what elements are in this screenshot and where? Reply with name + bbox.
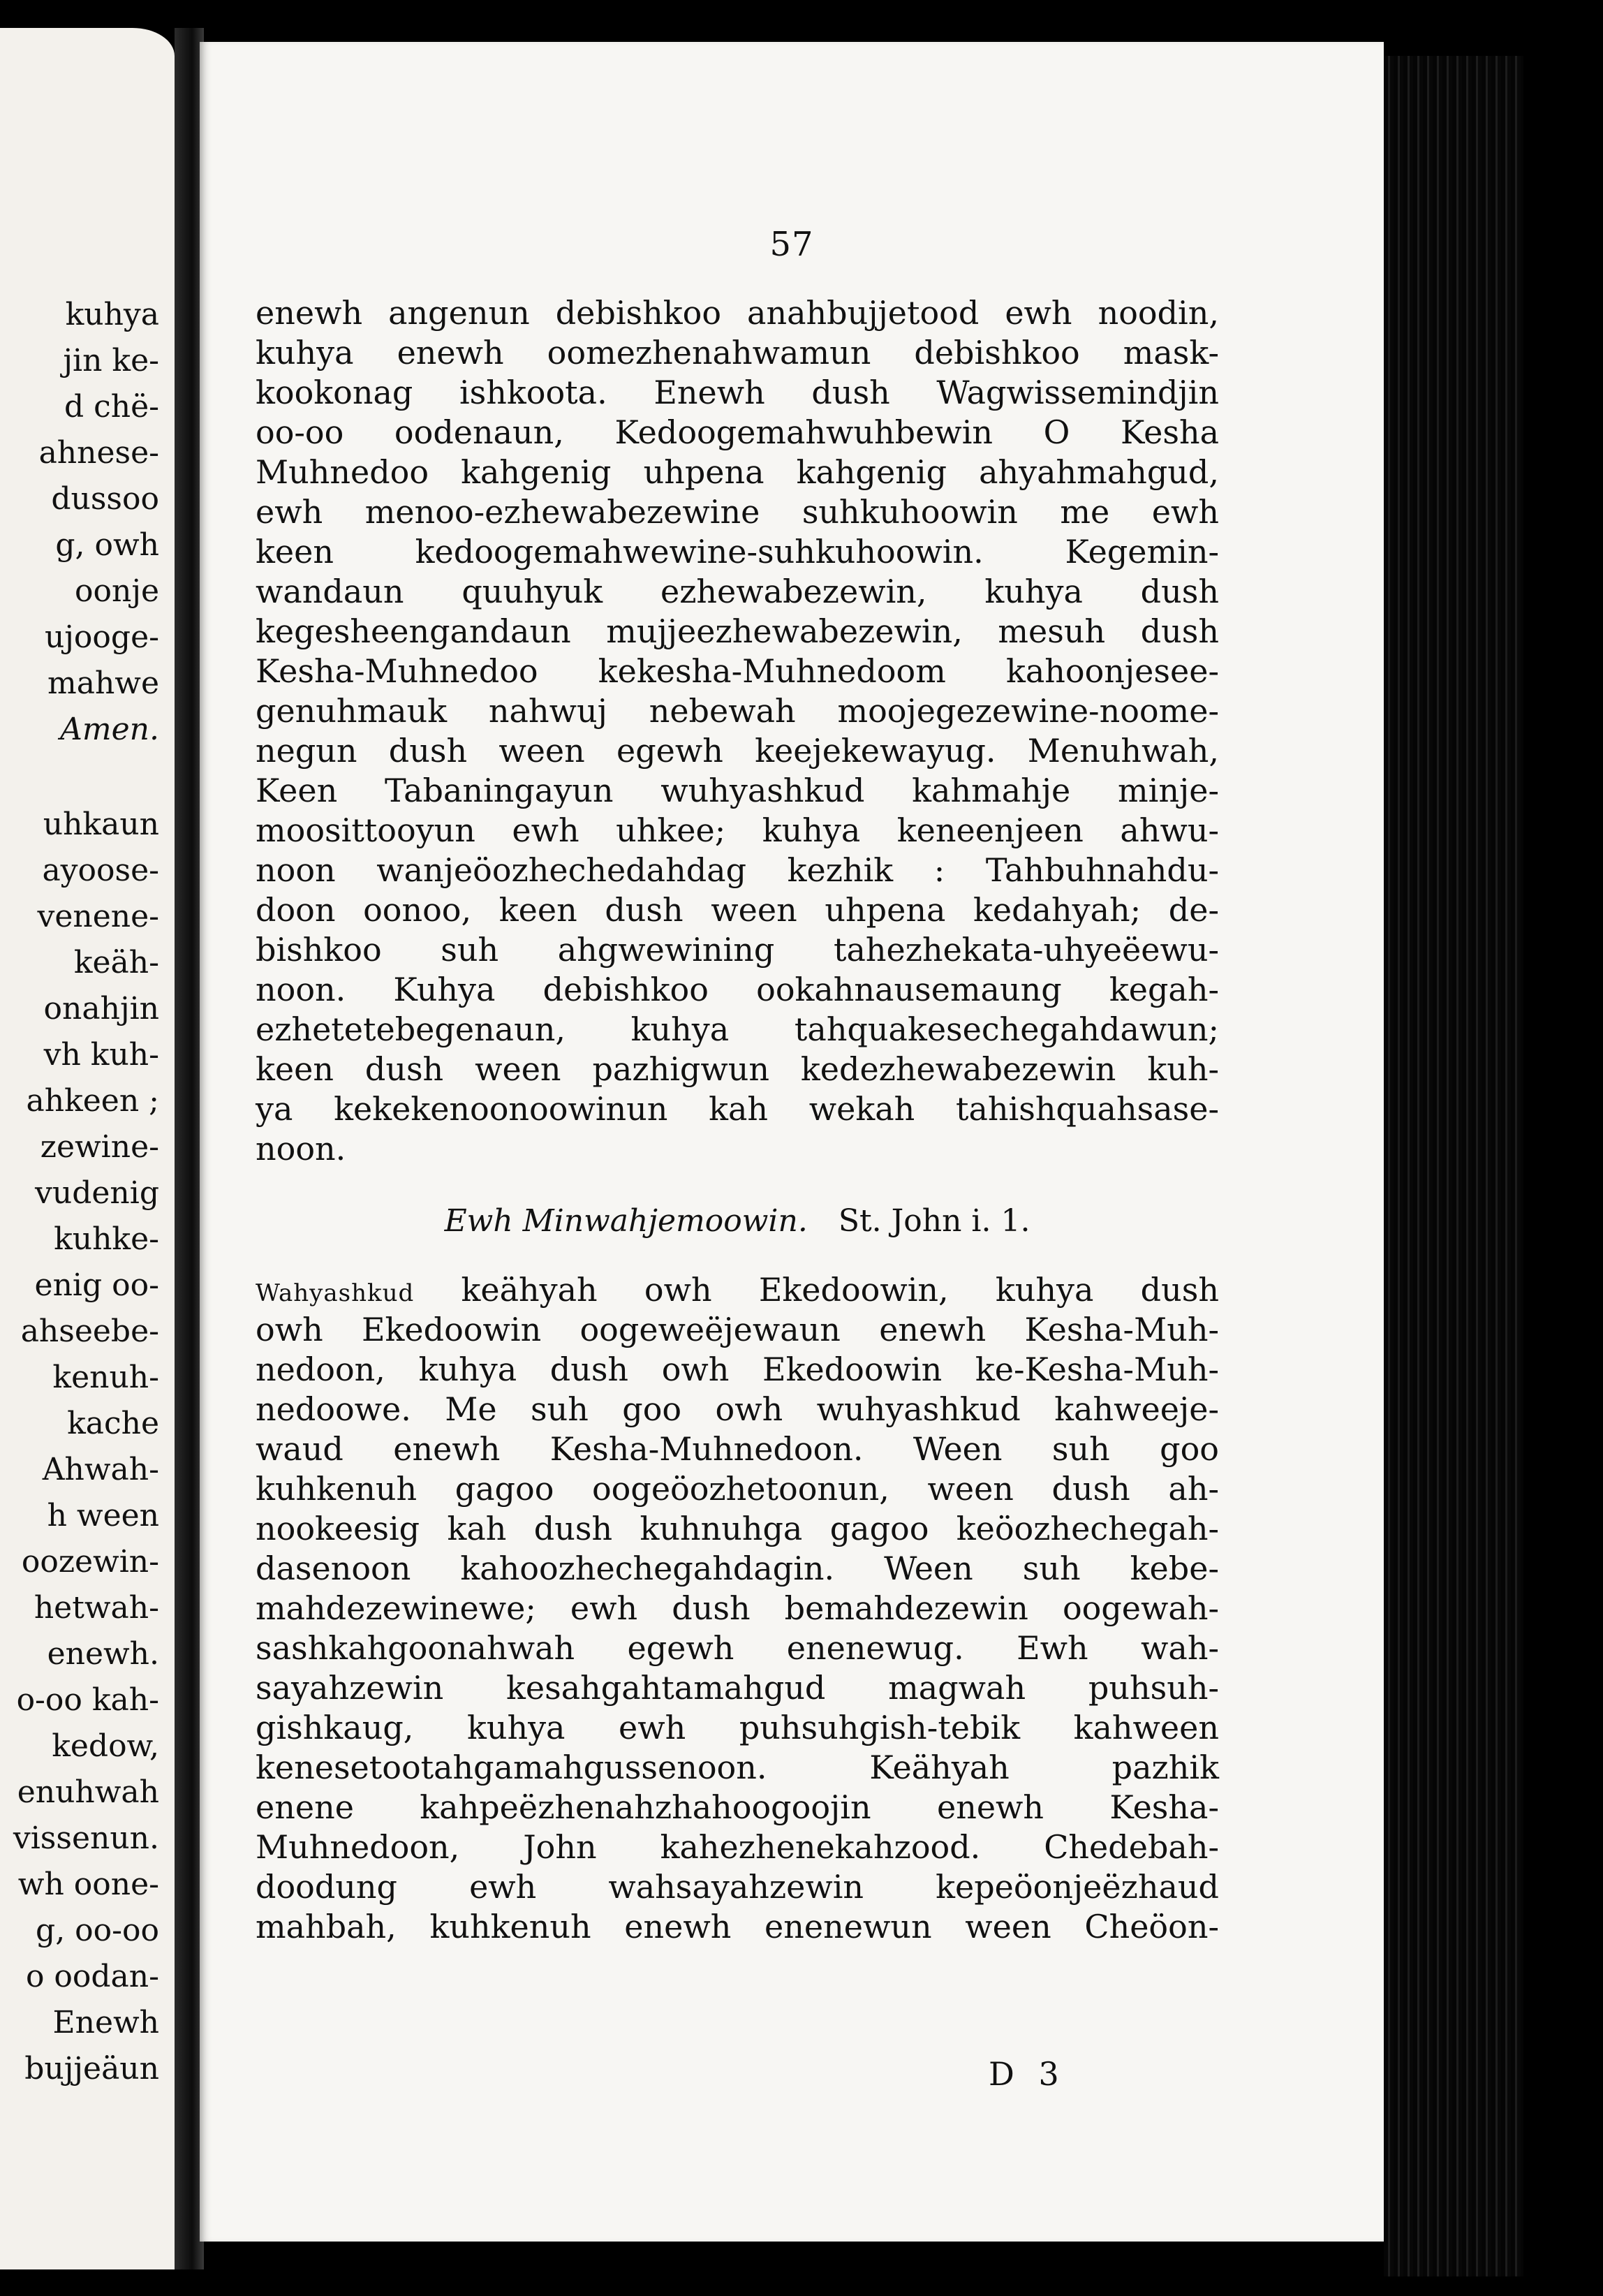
paragraph-line: waud enewh Kesha-Muhnedoon. Ween suh goo (256, 1430, 1219, 1468)
paragraph-2 (256, 1270, 1219, 1947)
section-heading (256, 1200, 1219, 1242)
previous-page-line: onahjin (43, 991, 159, 1026)
paragraph-line: mahdezewinewe; ewh dush bemahdezewin oogewah- (256, 1589, 1219, 1627)
signature-mark: D 3 (989, 2055, 1066, 2093)
paragraph-line: bishkoo suh ahgwewining tahezhekata-uhyeëewu- (256, 931, 1219, 969)
paragraph-line: moosittooyun ewh uhkee; kuhya keneenjeen ahwu- (256, 811, 1219, 849)
page-number: 57 (769, 225, 814, 264)
previous-page-line: g, oo-oo (36, 1913, 159, 1948)
book-page (200, 42, 1384, 2242)
paragraph-line: ewh menoo-ezhewabezewine suhkuhoowin me ewh (256, 493, 1219, 531)
paragraph-line: noon. Kuhya debishkoo ookahnausemaung kegah- (256, 971, 1219, 1008)
previous-page-line: Amen. (60, 712, 159, 747)
paragraph-line: kookonag ishkoota. Enewh dush Wagwissemindjin (256, 374, 1219, 411)
previous-page-line: jin ke- (63, 343, 159, 378)
previous-page-line: kenuh- (52, 1360, 159, 1395)
previous-page-line: ujooge- (44, 619, 159, 655)
previous-page-line: oonje (75, 573, 159, 609)
paragraph-line: mahbah, kuhkenuh enewh enenewun ween Cheöon- (256, 1908, 1219, 1945)
scripture-reference: St. John i. 1. (838, 1203, 1030, 1239)
previous-page-line: kuhya (65, 297, 159, 332)
previous-page-line: enig oo- (34, 1267, 159, 1303)
paragraph-line: kuhya enewh oomezhenahwamun debishkoo mask- (256, 334, 1219, 371)
paragraph-line: negun dush ween egewh keejekewayug. Menuhwah, (256, 732, 1219, 770)
paragraph-line: sashkahgoonahwah egewh enenewug. Ewh wah- (256, 1629, 1219, 1667)
previous-page-line: wh oone- (17, 1867, 159, 1902)
paragraph-line: enene kahpeëzhenahzhahoogoojin enewh Kesha- (256, 1788, 1219, 1826)
paragraph-line: owh Ekedoowin oogeweëjewaun enewh Kesha-Muh- (256, 1311, 1219, 1348)
previous-page-text (0, 292, 159, 2092)
previous-page-line: hetwah- (34, 1590, 159, 1626)
previous-page-line: bujjeäun (24, 2051, 159, 2087)
previous-page-line: ahkeen ; (26, 1083, 159, 1119)
previous-page-line: zewine- (40, 1129, 159, 1165)
previous-page-line: ahseebe- (20, 1313, 159, 1349)
previous-page-line: vissenun. (13, 1820, 159, 1856)
paragraph-line: Muhnedoo kahgenig uhpena kahgenig ahyahmahgud, (256, 453, 1219, 491)
previous-page-line: h ween (47, 1498, 159, 1533)
previous-page-line (0, 753, 159, 802)
paragraph-line: keen kedoogemahwewine-suhkuhoowin. Kegemin- (256, 533, 1219, 571)
paragraph-line: doodung ewh wahsayahzewin kepeöonjeëzhaud (256, 1868, 1219, 1906)
paragraph-line: ya kekekenoonoowinun kah wekah tahishquahsase- (256, 1090, 1219, 1128)
paragraph-line: Kesha-Muhnedoo kekesha-Muhnedoom kahoonjesee- (256, 652, 1219, 690)
previous-page-line: kuhke- (54, 1221, 159, 1257)
paragraph-line: keen dush ween pazhigwun kedezhewabezewin kuh- (256, 1050, 1219, 1088)
paragraph-1 (256, 293, 1219, 1169)
previous-page-line: dussoo (51, 481, 159, 517)
paragraph-line: Keen Tabaningayun wuhyashkud kahmahje minje- (256, 772, 1219, 809)
previous-page-line: enewh. (47, 1636, 159, 1672)
previous-page-line: ayoose- (42, 853, 159, 888)
previous-page-line: o-oo kah- (16, 1682, 159, 1718)
previous-page-line: ahnese- (38, 435, 159, 471)
paragraph-line: kegesheengandaun mujjeezhewabezewin, mesuh dush (256, 612, 1219, 650)
previous-page-line: oozewin- (21, 1544, 159, 1580)
paragraph-line: doon oonoo, keen dush ween uhpena kedahyah; de- (256, 891, 1219, 929)
previous-page-line: Enewh (52, 2005, 159, 2040)
previous-page-line: o oodan- (25, 1959, 159, 1994)
previous-page-line: Ahwah- (42, 1452, 159, 1487)
previous-page-line: keäh- (73, 945, 159, 980)
book-edge (1384, 56, 1523, 2276)
paragraph-line: kenesetootahgamahgussenoon. Keähyah pazhik (256, 1749, 1219, 1786)
previous-page-line: mahwe (47, 665, 159, 701)
paragraph-line: ezhetetebegenaun, kuhya tahquakesechegahdawun; (256, 1010, 1219, 1048)
paragraph-line: noon wanjeöozhechedahdag kezhik : Tahbuhnahdu- (256, 851, 1219, 889)
section-title: Ewh Minwahjemoowin. (444, 1203, 808, 1239)
page-body (256, 293, 1219, 1947)
previous-page-line: enuhwah (17, 1774, 159, 1810)
previous-page-line: vh kuh- (43, 1037, 159, 1073)
paragraph-line: oo-oo oodenaun, Kedoogemahwuhbewin O Kesha (256, 413, 1219, 451)
paragraph-line: enewh angenun debishkoo anahbujjetood ewh noodin, (256, 294, 1219, 332)
paragraph-line: sayahzewin kesahgahtamahgud magwah puhsuh- (256, 1669, 1219, 1707)
paragraph-line (256, 1270, 1219, 1310)
paragraph-line: kuhkenuh gagoo oogeöozhetoonun, ween dush ah- (256, 1470, 1219, 1508)
paragraph-line: nookeesig kah dush kuhnuhga gagoo keöozhechegah- (256, 1510, 1219, 1547)
paragraph-line: noon. (256, 1130, 346, 1168)
previous-page-fragment (0, 28, 175, 2269)
previous-page-line: g, owh (55, 527, 159, 563)
paragraph-line: Muhnedoon, John kahezhenekahzood. Chedebah- (256, 1828, 1219, 1866)
previous-page-line: d chë- (64, 389, 159, 425)
previous-page-line: kedow, (52, 1728, 159, 1764)
opening-line-rest: keähyah owh Ekedoowin, kuhya dush (414, 1271, 1219, 1309)
opening-word: Wahyashkud (256, 1279, 415, 1307)
previous-page-line: venene- (37, 899, 159, 934)
paragraph-line: dasenoon kahoozhechegahdagin. Ween suh kebe- (256, 1550, 1219, 1587)
previous-page-line: vudenig (35, 1175, 159, 1211)
paragraph-line: genuhmauk nahwuj nebewah moojegezewine-noome- (256, 692, 1219, 730)
paragraph-line: nedoowe. Me suh goo owh wuhyashkud kahweeje- (256, 1390, 1219, 1428)
paragraph-line: nedoon, kuhya dush owh Ekedoowin ke-Kesha-Muh- (256, 1351, 1219, 1388)
previous-page-line: uhkaun (43, 807, 159, 842)
paragraph-line: gishkaug, kuhya ewh puhsuhgish-tebik kahween (256, 1709, 1219, 1746)
paragraph-line: wandaun quuhyuk ezhewabezewin, kuhya dush (256, 573, 1219, 610)
previous-page-line: kache (67, 1406, 159, 1441)
